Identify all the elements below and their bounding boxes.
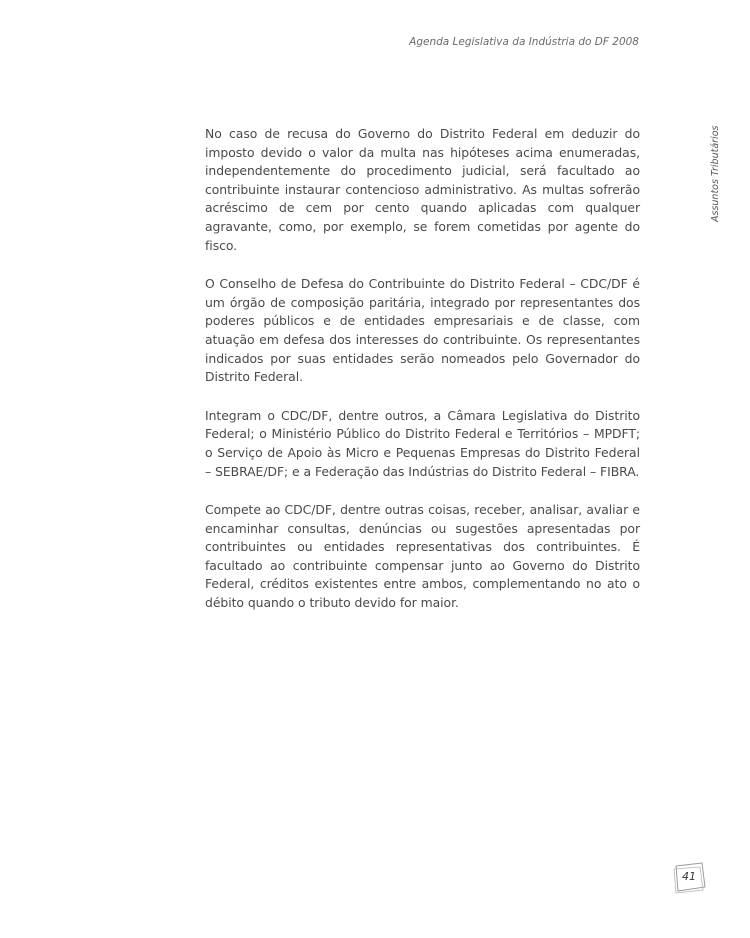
section-side-label: Assuntos Tributários <box>710 125 721 222</box>
page-number: 41 <box>682 870 696 883</box>
paragraph-1: No caso de recusa do Governo do Distrito Federal em deduzir do imposto devido o valor da multa nas hipóteses acima enumeradas, independentemente do procedimento judicial, será facultado ao contribuinte instaurar contencioso administrativo. As multas sofrerão acréscimo de cem por cento quando aplicadas com qualquer agravante, como, por exemplo, se forem cometidas por agente do fisco. <box>205 126 640 253</box>
running-header: Agenda Legislativa da Indústria do DF 2008 <box>409 36 639 48</box>
paragraph-2: O Conselho de Defesa do Contribuinte do Distrito Federal – CDC/DF é um órgão de composição paritária, integrado por representantes dos poderes públicos e de entidades empresariais e de classe, com atuação em defesa dos interesses do contribuinte. Os representantes indicados por suas entidades serão nomeados pelo Governador do Distrito Federal. <box>205 276 640 385</box>
body-text <box>205 125 640 633</box>
paragraph-3: Integram o CDC/DF, dentre outros, a Câmara Legislativa do Distrito Federal; o Ministério Público do Distrito Federal e Territórios – MPDFT; o Serviço de Apoio às Micro e Pequenas Empresas do Distrito Federal – SEBRAE/DF; e a Federação das Indústrias do Distrito Federal – FIBRA. <box>205 407 640 479</box>
paragraph-4: Compete ao CDC/DF, dentre outras coisas, receber, analisar, avaliar e encaminhar consultas, denúncias ou sugestões apresentadas por contribuintes ou entidades representativas dos contribuintes. É facultado ao contribuinte compensar junto ao Governo do Distrito Federal, créditos existentes entre ambos, complementando no ato o débito quando o tributo devido for maior. <box>205 502 640 611</box>
page-number-box <box>672 862 706 892</box>
